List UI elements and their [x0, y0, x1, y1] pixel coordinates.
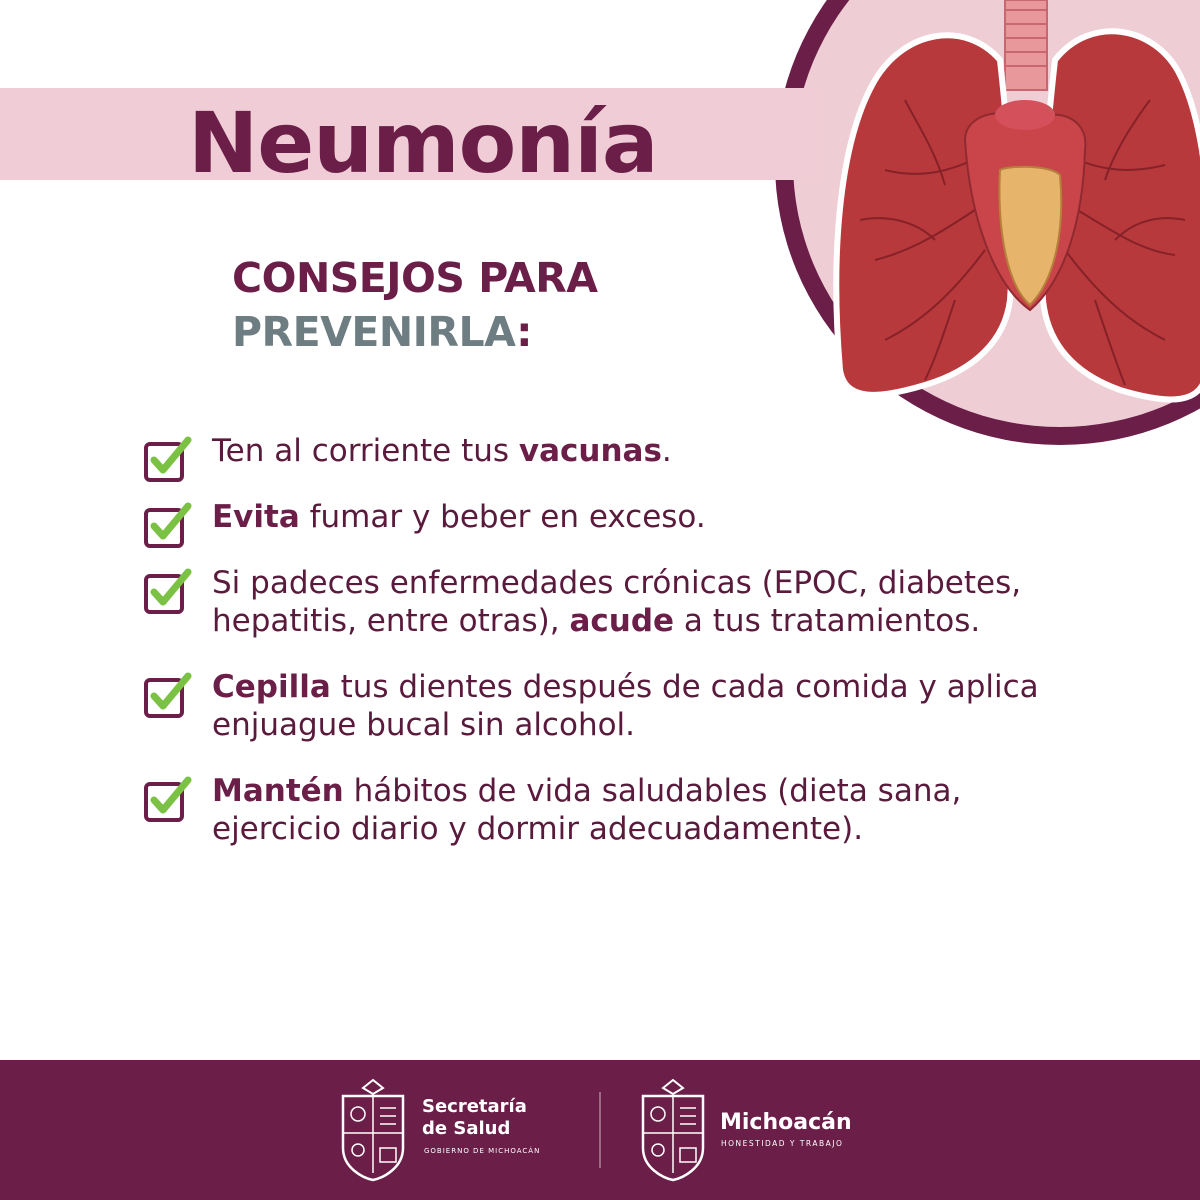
tip-text-post: .: [661, 433, 672, 469]
tip-text-bold: vacunas: [518, 433, 662, 469]
footer-divider: [599, 1092, 601, 1168]
michoacan-logo-tagline: HONESTIDAD Y TRABAJO: [721, 1139, 844, 1148]
checkbox-check-icon: [142, 566, 192, 616]
tip-text-post: hábitos de vida saludables (dieta sana, ejercicio diario y dormir adecuadamente).: [212, 773, 962, 847]
tips-list: [142, 432, 1042, 876]
tip-item: [142, 668, 1042, 744]
footer-bar: [0, 1060, 1200, 1200]
tip-text-post: a tus tratamientos.: [674, 603, 981, 639]
tip-item: [142, 432, 1042, 470]
secretaria-logo-tagline: GOBIERNO DE MICHOACÁN: [424, 1147, 541, 1155]
michoacan-logo-name: Michoacán: [720, 1110, 852, 1135]
lungs-illustration: [815, 0, 1200, 420]
tip-text-bold: Mantén: [212, 773, 344, 809]
tip-text-pre: Ten al corriente tus: [212, 433, 519, 469]
subtitle-line2: [232, 306, 532, 358]
tip-text-bold: Evita: [212, 499, 300, 535]
tip-item: [142, 772, 1042, 848]
checkbox-check-icon: [142, 434, 192, 484]
tip-text-post: tus dientes después de cada comida y aplica enjuague bucal sin alcohol.: [212, 669, 1039, 743]
checkbox-check-icon: [142, 670, 192, 720]
tip-item: [142, 498, 1042, 536]
secretaria-logo-line1: Secretaría: [422, 1096, 527, 1117]
secretaria-logo-line2: de Salud: [422, 1118, 511, 1139]
checkbox-check-icon: [142, 500, 192, 550]
tip-text-pre: Si padeces enfermedades crónicas (EPOC, diabetes, hepatitis, entre otras),: [212, 565, 1022, 639]
tip-item: [142, 564, 1042, 640]
subtitle-line2-text: PREVENIRLA: [232, 308, 517, 356]
tip-text-post: fumar y beber en exceso.: [299, 499, 706, 535]
tip-text-bold: acude: [569, 603, 675, 639]
michoacan-shield-icon: [638, 1078, 708, 1182]
subtitle-colon: :: [516, 308, 533, 356]
checkbox-check-icon: [142, 774, 192, 824]
tip-text-bold: Cepilla: [212, 669, 331, 705]
subtitle-line1: CONSEJOS PARA: [232, 254, 598, 302]
page-title: Neumonía: [188, 94, 658, 192]
michoacan-shield-icon: [338, 1078, 408, 1182]
